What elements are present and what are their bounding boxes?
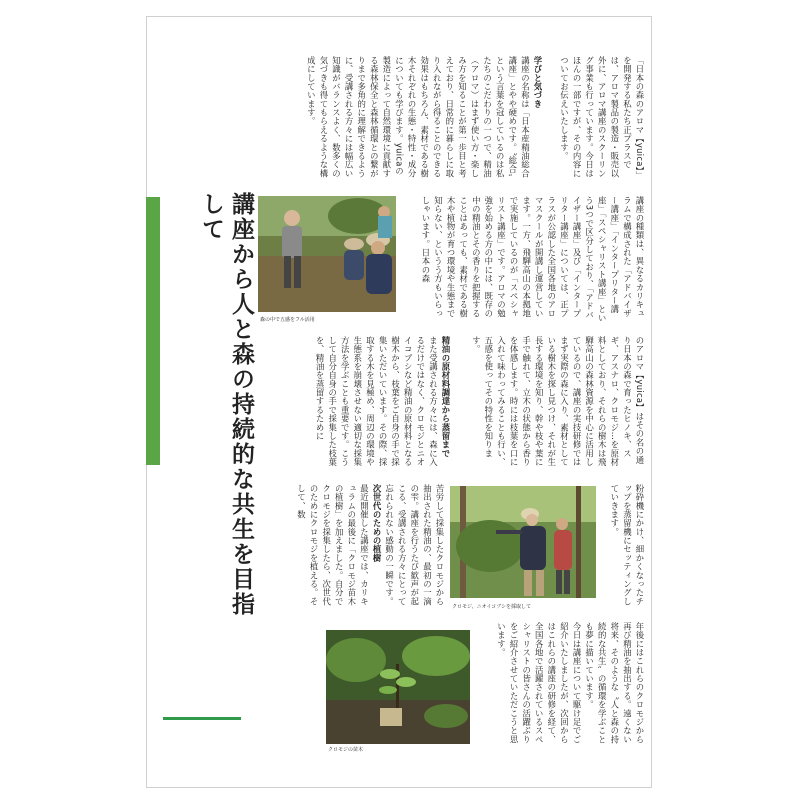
caption-photo3: クロモジの苗木 [328,747,364,753]
text-column-intro: 「日本の森のアロマ【yuica】」を開発する私たち正プラスでは、アロマ製品の製造・販売以外に、アロマ講座のスクーリング事業も行っています。今日はほんの一部ですが、その内容についてお伝えいたします。 [559,56,645,180]
caption-photo1: 森の中で五感をフル活用 [260,317,315,323]
text-column-distillation: 精油の原材料調達から蒸留まで また受講される方々には、森に入るだけではなく、クロモジとニオイコブシなど精油の原材料となる樹木から、枝葉をご自身の手で採集いただいています。その際、採取する木を見極め、周辺の環境や生態系を崩壊させない適切な採集方法を学ぶことも重要です。こうして自分自身の手で採集した枝葉を、精油を蒸留するために [240,336,452,472]
photo-forest-workshop [258,196,396,312]
photo-kuromoji-seedling [326,630,470,744]
text-column-next-generation: 苦労して採集したクロモジから抽出された精油の、最初の一滴の雫。講座を行うたび歓声が起こる、受講される方々にとって忘れられない感動の一瞬です。 次世代のための植樹 最近開催した講座では、カリキュラムの最後に「クロモジ苗木の植樹」を加えました。自分でクロモジを採集したら、次世代のためにクロモジを植える。そして、数 [250,484,446,610]
accent-bar [146,197,160,465]
subheading-learning: 学びと気づき [533,56,543,109]
subheading-distillation: 精油の原材料調達から蒸留まで [441,336,451,458]
caption-photo2: クロモジ、ニオイコブシを採取して [452,604,531,610]
accent-rule [163,717,241,720]
text-column-crusher: 粉砕機にかけ、細かくなったチップを蒸留機にセッティングしていきます。 [609,484,645,606]
text-column-course-types: 講座の種類は、異なるカリキュラムで構成された「アドバイザー講座」「インタープリター講座」「スペシャリスト講座」という3つで区分しており、「アドバイザー講座」及び「インタープリター講座」については、正プラスが公認した全国各地のアロマスクールが開講し運営しています。一方、飛騨高山の本拠地で実施しているのが「スペシャリスト講座」です。アロマの勉強を始める方の中には、既存の中の精油とその香りを把握することはあっても、素材である樹木や植物が育つ環境や生態まで知らない、というう方もいらっしゃいます。日本の森 [420,196,645,323]
text-column-future: 年後にはこれらのクロモジから再び精油を抽出する。遠くない将来、そのような〝人と森の持続的な共生〟の循環を学ぶことも夢に描いています。 今日は講座について駆け足でご紹介いたしましたが、次回からはこれらの講座の研修を経て、全国各地で活躍されているスペシャリストの皆さんの活躍ぶりをご紹介させていただこうと思います。 [496,622,645,744]
text-column-learning: 学びと気づき 講座の名称は「日本産精油総合講座」とやや硬めです。〝総合〟という言葉を冠しているのは私たちのこだわりの一つで、精油（アロマ）はまず使い方・楽しみ方を知ることが第一歩目と考えており、日常的に暮らしに取り入れながら得ることのできる効果はもちろん、素材である樹木それぞれの生態・特性・成分についても学びます。yuicaの製造によって自然環境に貢献する森林保全と森林循環との繋がりまで多角的に理解できるように、受講される方々には幅広い知識がバランスよく、数多くの気づきも得てもらえるような構成にしています。 [306,56,543,183]
article-headline: 講座から人と森の持続的な共生を目指して [198,192,255,617]
subheading-next-generation: 次世代のための植樹 [372,484,383,563]
text-column-forest: のアロマ【yuica】はその名の通り日本の森で育ったヒノキ、スギ、アスナロ、クロモジ…を原材料としており、それらの樹木は飛騨高山の森林資源を中心に活用しているので、講座の実技研修ではまず実際の森に入り、素材としている樹木を探し見つけ、それが生長する環境を知り、幹や枝や葉に手で触れて、立木の状態から香りを体感します。時には枝葉を口に入れて味わってみることも行い、五感を使ってその特性を知ります。 [471,336,645,467]
photo-collecting-kuromoji [450,486,596,598]
